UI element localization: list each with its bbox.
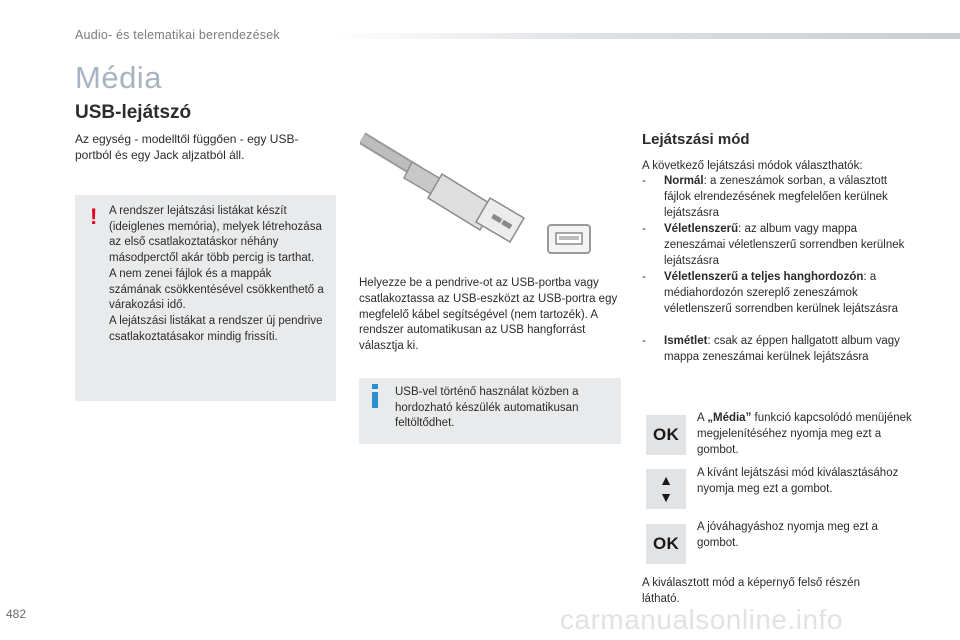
step-media-text: A „Média” funkció kapcsolódó menüjének megjelenítéséhez nyomja meg ezt a gombot. — [697, 412, 912, 456]
usb-plug-illustration — [360, 130, 600, 265]
warning-note-text: A rendszer lejátszási listákat készít (ideiglenes memória), melyek létrehozása az első csatlakoztatáskor néhány másodperctől akár több percig is tarthat. A nem zenei fájlok és a mappák számának csökkentésével csökkenthető a várakozási idő. A lejátszási listákat a rendszer új pendrive csatlakoztatásakor mindig frissíti. — [109, 205, 324, 343]
page-title: Média — [75, 60, 162, 95]
mode-list-item-random-all — [642, 270, 917, 317]
mode-list-item-random — [642, 222, 917, 269]
mode-name: Véletlenszerű — [664, 223, 739, 235]
mode-desc: : csak az éppen hallgatott album vagy mappa zeneszámai kerülnek lejátszásra — [664, 335, 900, 363]
page-number: 482 — [6, 607, 27, 621]
list-dash: - — [642, 271, 646, 283]
usb-instruction-text: Helyezze be a pendrive-ot az USB-portba vagy csatlakoztassa az USB-eszközt az USB-portra egy megfelelő kábel segítségével (nem tartozék). A rendszer automatikusan az USB hangforrást választja ki. — [359, 277, 618, 353]
mode-name: Véletlenszerű a teljes hanghordozón — [664, 271, 864, 283]
playback-mode-title: Lejátszási mód — [642, 131, 750, 148]
intro-text: Az egység - modelltől függően - egy USB-portból és egy Jack aljzatból áll. — [75, 132, 299, 162]
watermark: carmanualsonline.info — [560, 604, 843, 635]
info-icon — [370, 384, 380, 408]
list-dash: - — [642, 335, 646, 347]
mode-list-item-normal — [642, 174, 917, 221]
playback-modes-intro: A következő lejátszási módok választhatók: — [642, 160, 863, 172]
usb-cable-icon — [362, 138, 524, 242]
ok-button[interactable] — [646, 415, 686, 455]
mode-list-item-repeat — [642, 334, 917, 366]
final-note-text: A kiválasztott mód a képernyő felső részén látható. — [642, 577, 860, 605]
ok-confirm-button[interactable] — [646, 524, 686, 564]
step-confirm-text: A jóváhagyáshoz nyomja meg ezt a gombot. — [697, 521, 878, 549]
up-down-button[interactable] — [646, 469, 686, 509]
mode-desc: : a médiahordozón szereplő zeneszámok véletlenszerű sorrendben kerülnek lejátszásra — [664, 271, 898, 315]
ok-button-label: OK — [652, 534, 680, 553]
list-dash: - — [642, 223, 646, 235]
down-arrow-icon: ▼ — [659, 489, 673, 505]
ok-button-label: OK — [652, 425, 680, 444]
header-divider — [330, 33, 960, 39]
step-select-text: A kívánt lejátszási mód kiválasztásához nyomja meg ezt a gombot. — [697, 467, 899, 495]
warning-icon: ! — [90, 204, 98, 229]
usb-port-icon — [548, 225, 590, 253]
mode-desc: : az album vagy mappa zeneszámai véletlenszerű sorrendben kerülnek lejátszásra — [664, 223, 905, 267]
list-dash: - — [642, 175, 646, 187]
mode-desc: : a zeneszámok sorban, a választott fájlok elrendezésének megfelelően kerülnek lejátszásra — [664, 175, 888, 219]
page-subtitle: USB-lejátszó — [75, 102, 192, 123]
section-title: Audio- és telematikai berendezések — [75, 28, 280, 42]
info-note-text: USB-vel történő használat közben a hordozható készülék automatikusan feltöltődhet. — [395, 386, 579, 430]
up-arrow-icon: ▲ — [659, 472, 673, 488]
mode-name: Ismétlet — [664, 335, 708, 347]
mode-name: Normál — [664, 175, 704, 187]
media-label: „Média” — [707, 412, 752, 424]
